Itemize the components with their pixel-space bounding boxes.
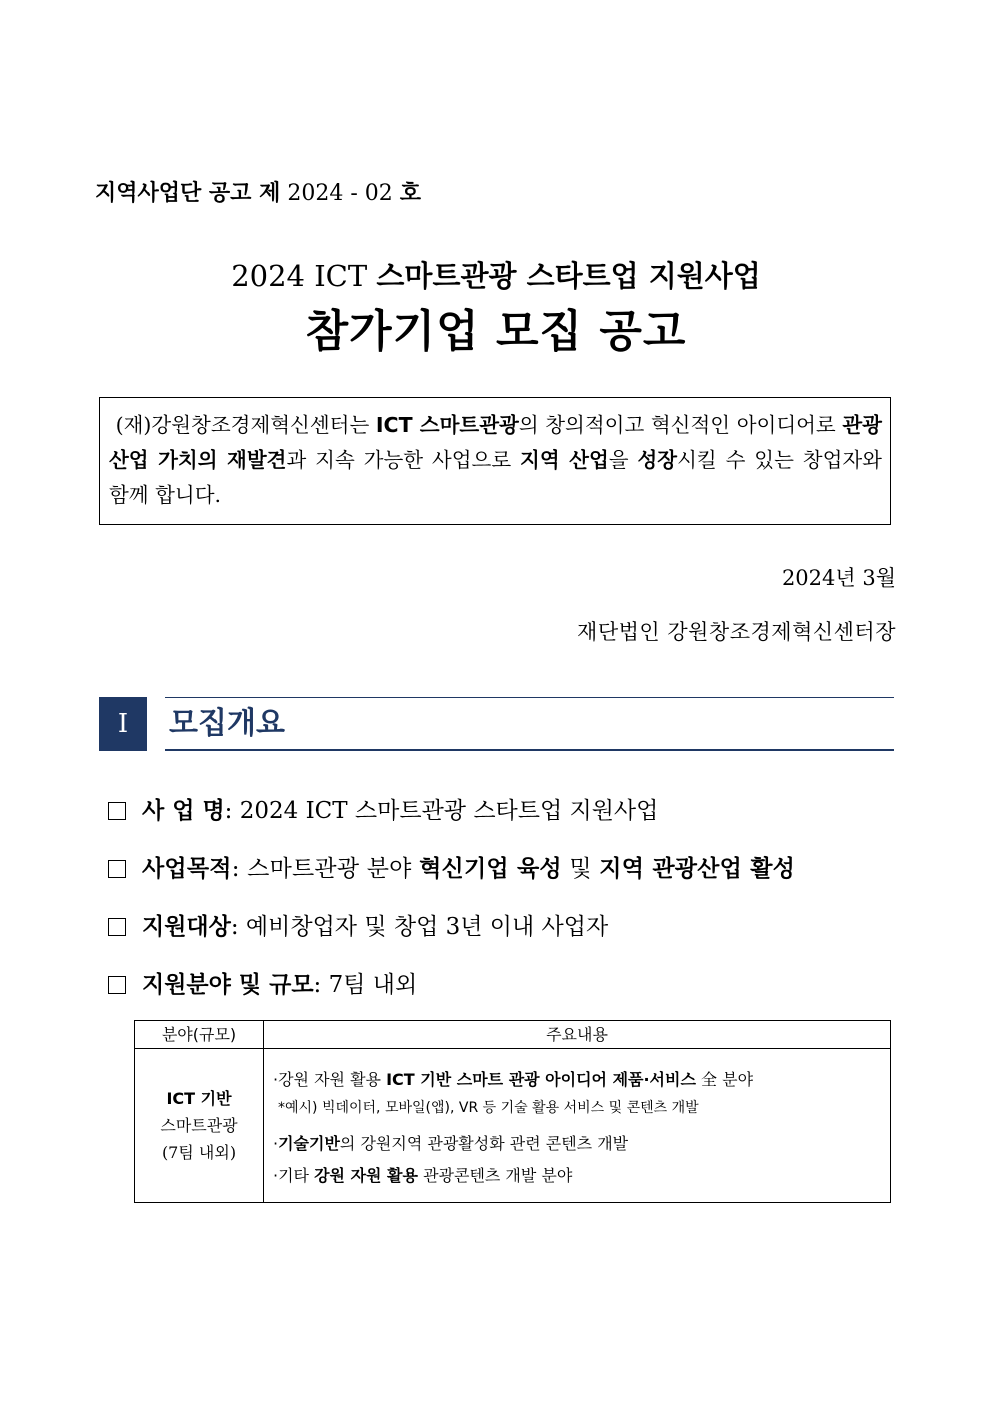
bullet-2: ·기술기반의 강원지역 관광활성화 관련 콘텐츠 개발 [273, 1134, 629, 1153]
checkbox-icon [108, 918, 126, 936]
section-number: Ⅰ [99, 697, 147, 751]
intro-text-1: (재)강원창조경제혁신센터는 [115, 413, 370, 437]
example-note: *예시) 빅데이터, 모바일(앱), VR 등 기술 활용 서비스 및 콘텐츠 개발 [278, 1100, 699, 1116]
bullet-2-text: 의 강원지역 관광활성화 관련 콘텐츠 개발 [339, 1134, 629, 1153]
section-line-bottom [165, 749, 894, 751]
section-title: 모집개요 [169, 706, 285, 741]
bullet-1-suffix: 全 분야 [695, 1070, 754, 1089]
section-line-top [165, 697, 894, 698]
intro-text-5: 시킬 수 있는 창업자와 함께 합니다. [109, 448, 882, 507]
notice-label-suffix: 호 [399, 181, 422, 206]
checkbox-icon [108, 860, 126, 878]
support-table [134, 1020, 891, 1203]
checkbox-icon [108, 802, 126, 820]
table-cell-category [135, 1049, 264, 1202]
intro-bold-2: 관광 산업 가치의 재발견 [109, 413, 882, 472]
bullet-3-bold: 강원 자원 활용 [314, 1166, 418, 1185]
title-subtitle [0, 254, 992, 295]
intro-bold-4: 성장 [637, 448, 678, 472]
bullet-1-bold: ICT 기반 스마트 관광 아이디어 제품·서비스 [386, 1070, 696, 1089]
item-text: : 스마트관광 분야 [231, 856, 420, 882]
category-line-2: 스마트관광 [160, 1116, 238, 1135]
item-bold-2: 지역 관광산업 활성 [599, 856, 796, 882]
notice-number [95, 176, 421, 207]
item-support-field [108, 966, 417, 999]
table-header-category: 분야(규모) [135, 1021, 264, 1048]
notice-number-value: 2024 - 02 [287, 181, 393, 206]
organization-name: 재단법인 강원창조경제혁신센터장 [577, 620, 896, 644]
item-text-mid: 및 [561, 856, 600, 882]
category-line-3: (7팀 내외) [161, 1143, 237, 1162]
item-label: 사업목적 [142, 856, 232, 882]
item-text: : 2024 ICT 스마트관광 스타트업 지원사업 [224, 798, 659, 824]
item-text: : 7팀 내외 [313, 972, 418, 998]
category-line-1: ICT 기반 [166, 1089, 232, 1108]
item-business-purpose [108, 850, 795, 883]
bullet-3-suffix: 관광콘텐츠 개발 분야 [417, 1166, 573, 1185]
checkbox-icon [108, 976, 126, 994]
bullet-2-bold: 기술기반 [278, 1134, 340, 1153]
item-bold: 혁신기업 육성 [419, 856, 562, 882]
title-program: 스마트관광 스타트업 지원사업 [376, 259, 761, 293]
table-header-content: 주요내용 [546, 1025, 608, 1044]
intro-text-4: 을 [608, 448, 629, 472]
intro-text-3: 과 지속 가능한 사업으로 [286, 448, 512, 472]
intro-bold-1: ICT 스마트관광 [375, 413, 519, 437]
bullet-3 [273, 1163, 572, 1186]
page-title: 참가기업 모집 공고 [305, 306, 687, 357]
title-year: 2024 ICT [231, 259, 368, 293]
item-support-target [108, 908, 608, 941]
notice-label-prefix: 지역사업단 공고 제 [95, 181, 281, 206]
item-label: 지원대상 [142, 914, 231, 940]
bullet-1 [273, 1067, 753, 1090]
notice-date: 2024년 3월 [781, 566, 896, 590]
intro-bold-3: 지역 산업 [520, 448, 609, 472]
item-text: : 예비창업자 및 창업 3년 이내 사업자 [230, 914, 609, 940]
bullet-1-text: ·강원 자원 활용 [273, 1070, 387, 1089]
item-label: 사 업 명 [142, 798, 225, 824]
item-business-name [108, 792, 658, 825]
intro-text-2: 의 창의적이고 혁신적인 아이디어로 [518, 413, 836, 437]
bullet-3-text: ·기타 [273, 1166, 315, 1185]
item-label: 지원분야 및 규모 [142, 972, 314, 998]
intro-box [99, 397, 891, 525]
